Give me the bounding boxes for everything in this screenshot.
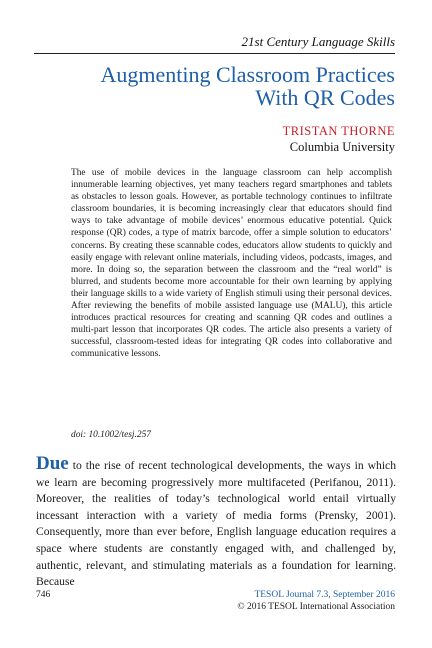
lead-word: Due: [36, 453, 69, 474]
body-paragraph: [36, 453, 396, 591]
journal-citation: TESOL Journal 7.3, September 2016: [254, 590, 395, 600]
page-number: 746: [36, 590, 51, 600]
header-rule: [34, 53, 395, 54]
copyright: © 2016 TESOL International Association: [237, 602, 395, 612]
body-text: to the rise of recent technological developments, the ways in which we learn are becoming progressively more multifaceted (Perifanou, 2011). Moreover, the realities of today’s technological world entail virtually incessant interaction with a variety of media forms (Prensky, 2001). Consequently, more than ever before, English language education requires a space where students are constantly engaged with, and challenged by, authentic, relevant, and stimulating materials as a foundation for learning. Because: [36, 459, 396, 589]
article-title: Augmenting Classroom Practices With QR Codes: [100, 62, 395, 110]
abstract: The use of mobile devices in the language classroom can help accomplish innumerable learning objectives, yet many teachers regard smartphones and tablets as obstacles to lesson goals. However, as portable technology continues to infiltrate classroom boundaries, it is becoming increasingly clear that educators should find ways to take advantage of mobile devices’ enormous educative potential. Quick response (QR) codes, a type of matrix barcode, offer a simple solution to educators’ concerns. By creating these scannable codes, educators allow students to quickly and easily engage with relevant online materials, including videos, podcasts, images, and more. In doing so, the separation between the classroom and the “real world” is blurred, and students become more accountable for their own learning by applying their language skills to a wide variety of English stimuli using their personal devices. After reviewing the benefits of mobile assisted language use (MALU), this article introduces practical resources for creating and scanning QR codes and outlines a multi-part lesson that incorporates QR codes. The article also presents a variety of successful, classroom-tested ideas for integrating QR codes into collaborative and communicative lessons.: [71, 168, 392, 360]
author-name: TRISTAN THORNE: [282, 124, 395, 138]
author-affiliation: Columbia University: [289, 140, 395, 154]
doi: doi: 10.1002/tesj.257: [71, 430, 151, 440]
running-head: 21st Century Language Skills: [241, 34, 395, 49]
